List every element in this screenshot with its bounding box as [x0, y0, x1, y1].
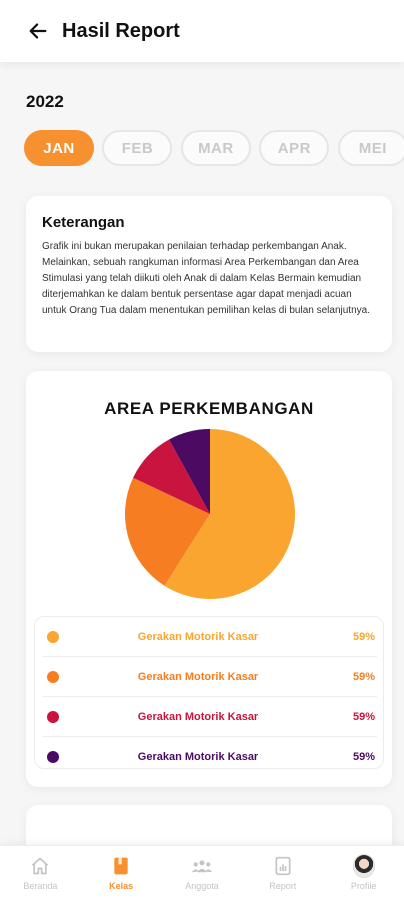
book-icon: [110, 855, 132, 877]
nav-anggota[interactable]: [162, 846, 243, 900]
legend-label: Gerakan Motorik Kasar: [137, 630, 259, 643]
info-text: Grafik ini bukan merupakan penilaian terhadap perkembangan Anak. Melainkan, sebuah rangkuman informasi Area Perkembangan dan Area Stimulasi yang telah diikuti oleh Anak di dalam Kelas Bermain kemudian diterjemahkan ke dalam bentuk persentase agar dapat menjadi acuan untuk Orang Tua dalam menentukan pemilihan kelas di bulan selanjutnya.: [42, 241, 370, 316]
app-header: [0, 0, 404, 62]
nav-report[interactable]: [242, 846, 323, 900]
month-tab-feb[interactable]: FEB: [102, 130, 172, 166]
info-title: Keterangan: [42, 214, 125, 231]
info-card: [26, 196, 392, 352]
legend-row: [43, 737, 377, 777]
legend-row: [43, 657, 377, 697]
nav-kelas[interactable]: [81, 846, 162, 900]
nav-label: Anggota: [185, 881, 219, 891]
page-title: Hasil Report: [62, 19, 180, 42]
month-tab-mar[interactable]: MAR: [181, 130, 251, 166]
legend-dot: [47, 751, 59, 763]
legend-dot: [47, 711, 59, 723]
people-icon: [191, 855, 213, 877]
nav-profile[interactable]: [323, 846, 404, 900]
legend-row: [43, 617, 377, 657]
pie-chart: [123, 427, 297, 601]
chart-title: AREA PERKEMBANGAN: [104, 399, 314, 418]
legend-label: Gerakan Motorik Kasar: [137, 670, 259, 683]
legend-label: Gerakan Motorik Kasar: [137, 710, 259, 723]
home-icon: [29, 855, 51, 877]
bottom-nav: [0, 845, 404, 900]
nav-label: Beranda: [23, 881, 58, 891]
arrow-left-icon: [27, 20, 49, 42]
chart-legend: [34, 616, 384, 769]
month-tab-mei[interactable]: MEI: [338, 130, 404, 166]
legend-value: 59%: [352, 751, 375, 763]
nav-label: Report: [269, 881, 297, 891]
nav-label: Profile: [350, 881, 377, 891]
legend-value: 59%: [352, 710, 375, 723]
report-icon: [272, 855, 294, 877]
legend-value: 59%: [352, 630, 375, 643]
legend-dot: [47, 671, 59, 683]
month-tab-jan[interactable]: JAN: [24, 130, 94, 166]
month-selector: [24, 130, 404, 170]
nav-label: Kelas: [109, 881, 134, 891]
avatar: [353, 855, 375, 877]
legend-row: [43, 697, 377, 737]
back-button[interactable]: [24, 17, 52, 45]
legend-dot: [47, 631, 59, 643]
legend-label: Gerakan Motorik Kasar: [137, 751, 259, 763]
chart-card: [26, 371, 392, 787]
month-tab-apr[interactable]: APR: [259, 130, 329, 166]
nav-beranda[interactable]: [0, 846, 81, 900]
year-label: 2022: [26, 92, 64, 111]
legend-value: 59%: [352, 670, 375, 683]
